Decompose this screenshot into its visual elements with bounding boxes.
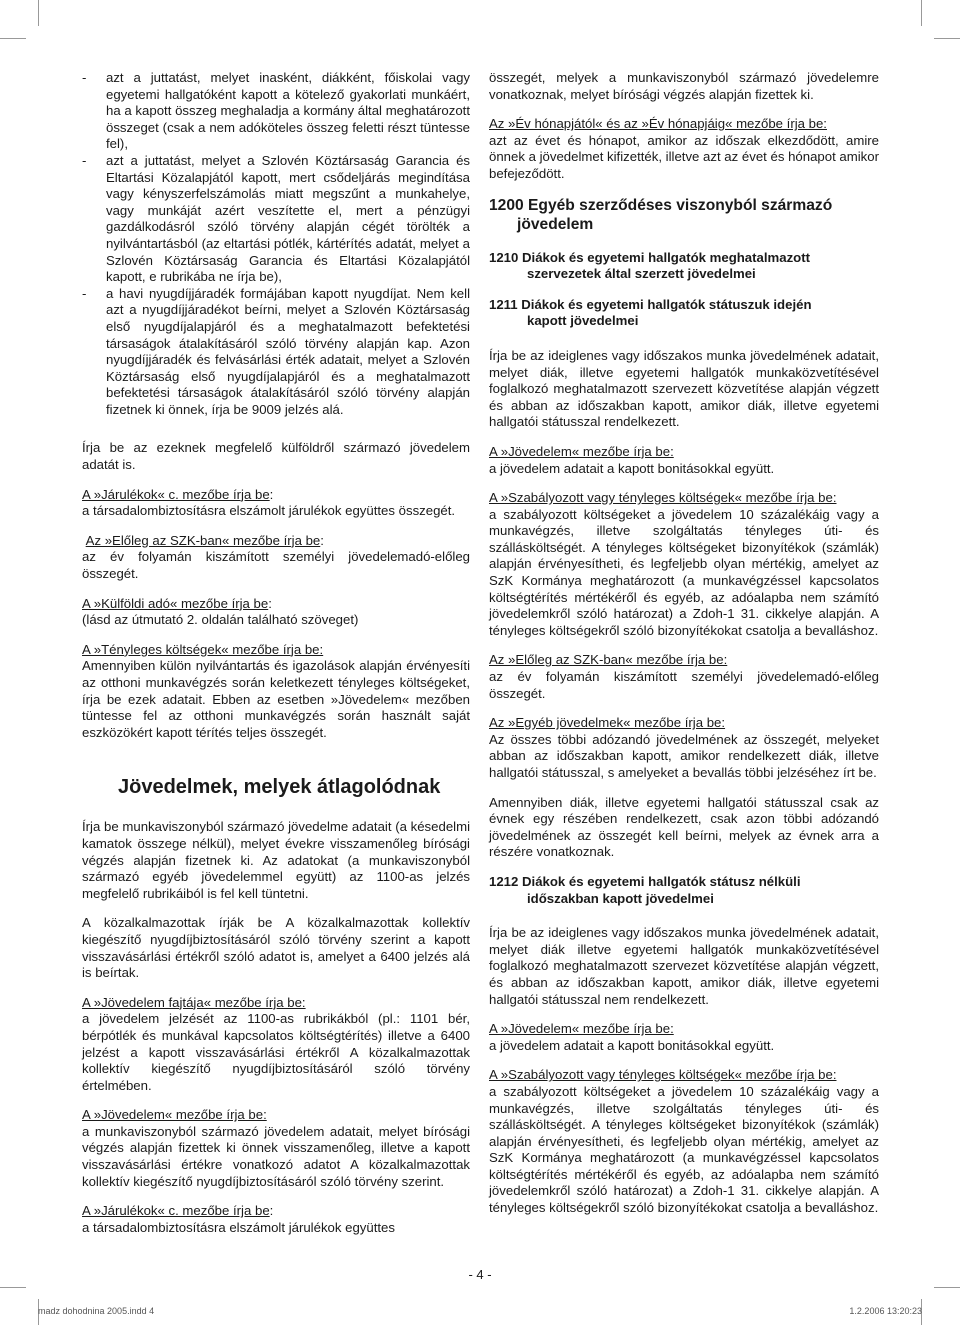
field-description: a szabályozott költségeket a jövedelem 10 százalékáig vagy a munkavégzés, illetve szolgáltatás tényleges úti- és szállásköltségét. A tényleges költségeket bizonyítékok (számlák) alapján érvényesítheti, és legfeljebb olyan mértékig, amelyet az SzK Kormánya meghatározott (a munkavégzéssel kapcsolatos költségtérítés mértékéről és egyéb, az adóalapba nem számító jövedelemkről szóló határozat) a Zdoh-1 31. cikkelye alapján. A tényleges költségekről szóló bizonyítékokat csatolja a bevalláshoz.: [489, 506, 879, 638]
field-description: (lásd az útmutató 2. oldalán található szöveget): [82, 612, 359, 628]
field-instruction: A »Külföldi adó« mezőbe írja be: (lásd az útmutató 2. oldalán található szöveget): [82, 596, 470, 629]
field-description: a jövedelem adatait a kapott bonitásokkal együtt.: [489, 460, 775, 476]
field-label: A »Járulékok« c. mezőbe írja be: [82, 486, 270, 502]
subsection-heading-1211: 1211 Diákok és egyetemi hallgatók státuszuk idején kapott jövedelmei: [489, 296, 812, 329]
field-label: A »Jövedelem« mezőbe írja be:: [489, 1021, 674, 1037]
left-column: [82, 70, 470, 1249]
field-instruction: [489, 490, 879, 639]
field-label: A »Külföldi adó« mezőbe írja be: [82, 595, 269, 611]
subsection-heading-1212: 1212 Diákok és egyetemi hallgatók státusz nélküli időszakban kapott jövedelmei: [489, 873, 801, 906]
field-instruction: [82, 1107, 470, 1190]
field-description: az év folyamán kiszámított személyi jövedelemadó-előleg összegét.: [489, 669, 879, 701]
field-label: A »Tényleges költségek« mezőbe írja be:: [82, 641, 324, 657]
paragraph: Írja be az ideiglenes vagy időszakos munka jövedelmének adatait, melyet diák illetve egyetemi hallgatók munkaközvetítésével foglalkozó meghatalmazott szervezet közvetítése alapján végzett, és abban az időszakban kapott, amikor diák, illetve egyetemi hallgatói státusszal nem rendelkezett.: [489, 925, 879, 1007]
field-label: A »Járulékok« c. mezőbe írja be: [82, 1203, 270, 1219]
field-label: A »Szabályozott vagy tényleges költségek« mezőbe írja be:: [489, 1067, 837, 1083]
section-heading: Jövedelmek, melyek átlagolódnak: [118, 776, 441, 799]
field-label: A »Jövedelem« mezőbe írja be:: [82, 1107, 267, 1123]
paragraph: A közalkalmazottak írják be A közalkalmazottak kollektív kiegészítő nyugdíjbiztosításáról szóló törvény szerint a kapott visszavásárlási értékről szóló adatot is, amelyet a 6400 jelzés alá is beírtak.: [82, 915, 470, 981]
field-instruction: [489, 652, 879, 702]
field-label: A »Jövedelem« mezőbe írja be:: [489, 443, 674, 459]
field-description: az év folyamán kiszámított személyi jövedelemadó-előleg összegét.: [82, 549, 470, 582]
footer-filename: madz dohodnina 2005.indd 4: [38, 1306, 155, 1316]
field-label: Az »Év hónapjától« és az »Év hónapjáig« mezőbe írja be:: [489, 116, 827, 132]
field-instruction: [82, 995, 470, 1095]
crop-mark: [0, 38, 26, 39]
field-label: A »Szabályozott vagy tényleges költségek« mezőbe írja be:: [489, 490, 837, 506]
field-instruction: [489, 116, 879, 182]
field-instruction: [489, 715, 879, 781]
field-instruction: A »Járulékok« c. mezőbe írja be: a társadalombiztosításra elszámolt járulékok együttes összegét.: [82, 487, 470, 520]
field-description: a társadalombiztosításra elszámolt járulékok együttes összegét.: [82, 503, 456, 519]
field-instruction: Az »Előleg az SZK-ban« mezőbe írja be: az év folyamán kiszámított személyi jövedelemadó-előleg összegét.: [82, 532, 470, 582]
field-description: a jövedelem jelzését az 1100-as rubrikákból (pl.: 1101 bér, bérpótlék és munkával kapcsolatos költségtérítés) illetve a 6400 jelzést a kapott visszavásárlási értékről A közalkalmazottak kollektív kiegészítő nyugdíjbiztosításáról szóló törvény értelmében.: [82, 1011, 470, 1093]
section-heading-1200: 1200 Egyéb szerződéses viszonyból származó jövedelem: [489, 196, 833, 233]
paragraph: Írja be az ezeknek megfelelő külföldről származó jövedelem adatát is.: [82, 440, 470, 473]
footer-timestamp: 1.2.2006 13:20:23: [849, 1306, 922, 1316]
field-instruction: [489, 1021, 879, 1054]
dash-item: - azt a juttatást, melyet inasként, diákként, főiskolai vagy egyetemi hallgatóként kapott a kötelező gyakorlati munkáért, ha a kapott összeg meghaladja a kormány által meghatározott összeget (csak a nem adóköteles összeg feletti részt tüntesse fel),: [82, 70, 470, 152]
crop-mark: [934, 38, 960, 39]
subsection-heading-1210: 1210 Diákok és egyetemi hallgatók meghatalmazott szervezetek által szerzett jövedelmei: [489, 249, 811, 282]
field-description: a jövedelem adatait a kapott bonitásokkal együtt.: [489, 1037, 775, 1053]
field-description: a társadalombiztosításra elszámolt járulékok együttes: [82, 1219, 395, 1235]
paragraph: összegét, melyek a munkaviszonyból származó jövedelemre vonatkoznak, melyet bírósági végzés alapján fizettek ki.: [489, 70, 879, 102]
field-description: azt az évet és hónapot, amikor az időszak elkezdődött, amire önnek a jövedelmet kifizették, illetve azt az évet és hónapot amikor befejeződött.: [489, 132, 879, 181]
crop-mark: [38, 0, 39, 26]
field-instruction: [489, 444, 879, 477]
field-description: Az összes többi adózandó jövedelmének az összegét, melyeket abban az időszakban kapott, amikor rendelkezett diák, illetve hallgatói státusszal, s amelyeket a bevallás többi jelzéséhez írt be.: [489, 731, 879, 780]
right-column: [489, 70, 879, 1230]
crop-mark: [0, 1287, 26, 1288]
crop-mark: [921, 0, 922, 26]
paragraph: Írja be az ideiglenes vagy időszakos munka jövedelmének adatait, melyet diák, illetve egyetemi hallgatók munkaközvetítésével foglalkozó meghatalmazott szervezett közvetítése alapján végzett és abban az időszakban kapott, amikor diák, illetve egyetemi hallgatói státusszal rendelkezett.: [489, 347, 879, 430]
dash-item: - a havi nyugdíjjáradék formájában kapott nyugdíjat. Nem kell azt a nyugdíjjáradékot beírni, melyet a Szlovén Köztársaság első nyugdíjalapjáról és a meghatalmazott befektetési társaságok átalakításáról szóló törvény alapján kap. Azon nyugdíjjáradék és felvásárlási érték adatait, melyet a Szlovén Köztársaság első nyugdíjalapjáról és a meghatalmazott befektetési társaságok átalakításáról szóló törvény alapján fizetnek ki önnek, írja be 9009 jelzés alá.: [82, 285, 470, 417]
crop-mark: [934, 1287, 960, 1288]
paragraph: Amennyiben diák, illetve egyetemi hallgatói státusszal csak az évnek egy részében rendelkezett, csak azon többi adózandó jövedelmének az összegét kell beírni, melyek az évnek arra a részére vonatkoznak.: [489, 794, 879, 860]
field-label: Az »Előleg az SZK-ban« mezőbe írja be:: [489, 652, 728, 668]
field-instruction: A »Járulékok« c. mezőbe írja be: a társadalombiztosításra elszámolt járulékok együttes: [82, 1203, 470, 1236]
field-label: A »Jövedelem fajtája« mezőbe írja be:: [82, 994, 306, 1010]
paragraph: Írja be munkaviszonyból származó jövedelme adatait (a késedelmi kamatok összege nélkül), melyet évekre visszamenőleg bírósági végzés alapján fizetnek ki. Az adatokat (a munkaviszonyból származó egyéb jövedelemmel együtt) az 1100-as jelzés megfelelő rubrikáiból is fel kell tüntetni.: [82, 819, 470, 901]
field-instruction: [82, 642, 470, 742]
field-instruction: [489, 1067, 879, 1216]
field-label: Az »Előleg az SZK-ban« mezőbe írja be: [85, 532, 321, 548]
dash-item: - azt a juttatást, melyet a Szlovén Köztársaság Garancia és Eltartási Közalapjától kapott, mert csődeljárás megindítása vagy kényszerfelszámolás miatt megszűnt a munkahelye, vagy munkáját azért veszítette el, mert a pénzügyi gazdálkodásról szóló törvény alapján cégét törölték a nyilvántartásból (az eltartási pótlék, kártérítés adatát, melyet a Szlovén Köztársaság Garancia és Eltartási Közalapjától kapott, e rubrikába ne írja be),: [82, 152, 470, 285]
field-label: Az »Egyéb jövedelmek« mezőbe írja be:: [489, 715, 726, 731]
page-number: - 4 -: [468, 1267, 492, 1282]
field-description: Amennyiben külön nyilvántartás és igazolások alapján érvényesíti az otthoni munkavégzés során keletkezett tényleges költségeket, írja be ezek adatait. Ebben az esetben »Jövedelem« mezőben tüntesse fel az otthoni munkavégzés során használt saját eszközökért kapott térítés teljes összegét.: [82, 658, 470, 740]
field-description: a szabályozott költségeket a jövedelem 10 százalékáig vagy a munkavégzés, illetve szolgáltatás tényleges úti- és szállásköltségét. A tényleges költségeket bizonyítékok (számlák) alapján érvényesítheti, és legfeljebb olyan mértékig, amelyet az SzK Kormánya meghatározott (a munkavégzéssel kapcsolatos költségtérítés mértékéről és egyéb, az adóalapba nem számító jövedelemkről szóló határozat) a Zdoh-1 31. cikkelye alapján. A tényleges költségekről szóló bizonyítékokat csatolja a bevalláshoz.: [489, 1083, 879, 1216]
field-description: a munkaviszonyból származó jövedelem adatait, melyet bírósági végzés alapján fizettek ki önnek visszamenőleg, illetve a kapott visszavásárlási értékre vonatkozó adatot A közalkalmazottak kollektív kiegészítő nyugdíjbiztosításáról szóló törvény szerint.: [82, 1123, 470, 1189]
